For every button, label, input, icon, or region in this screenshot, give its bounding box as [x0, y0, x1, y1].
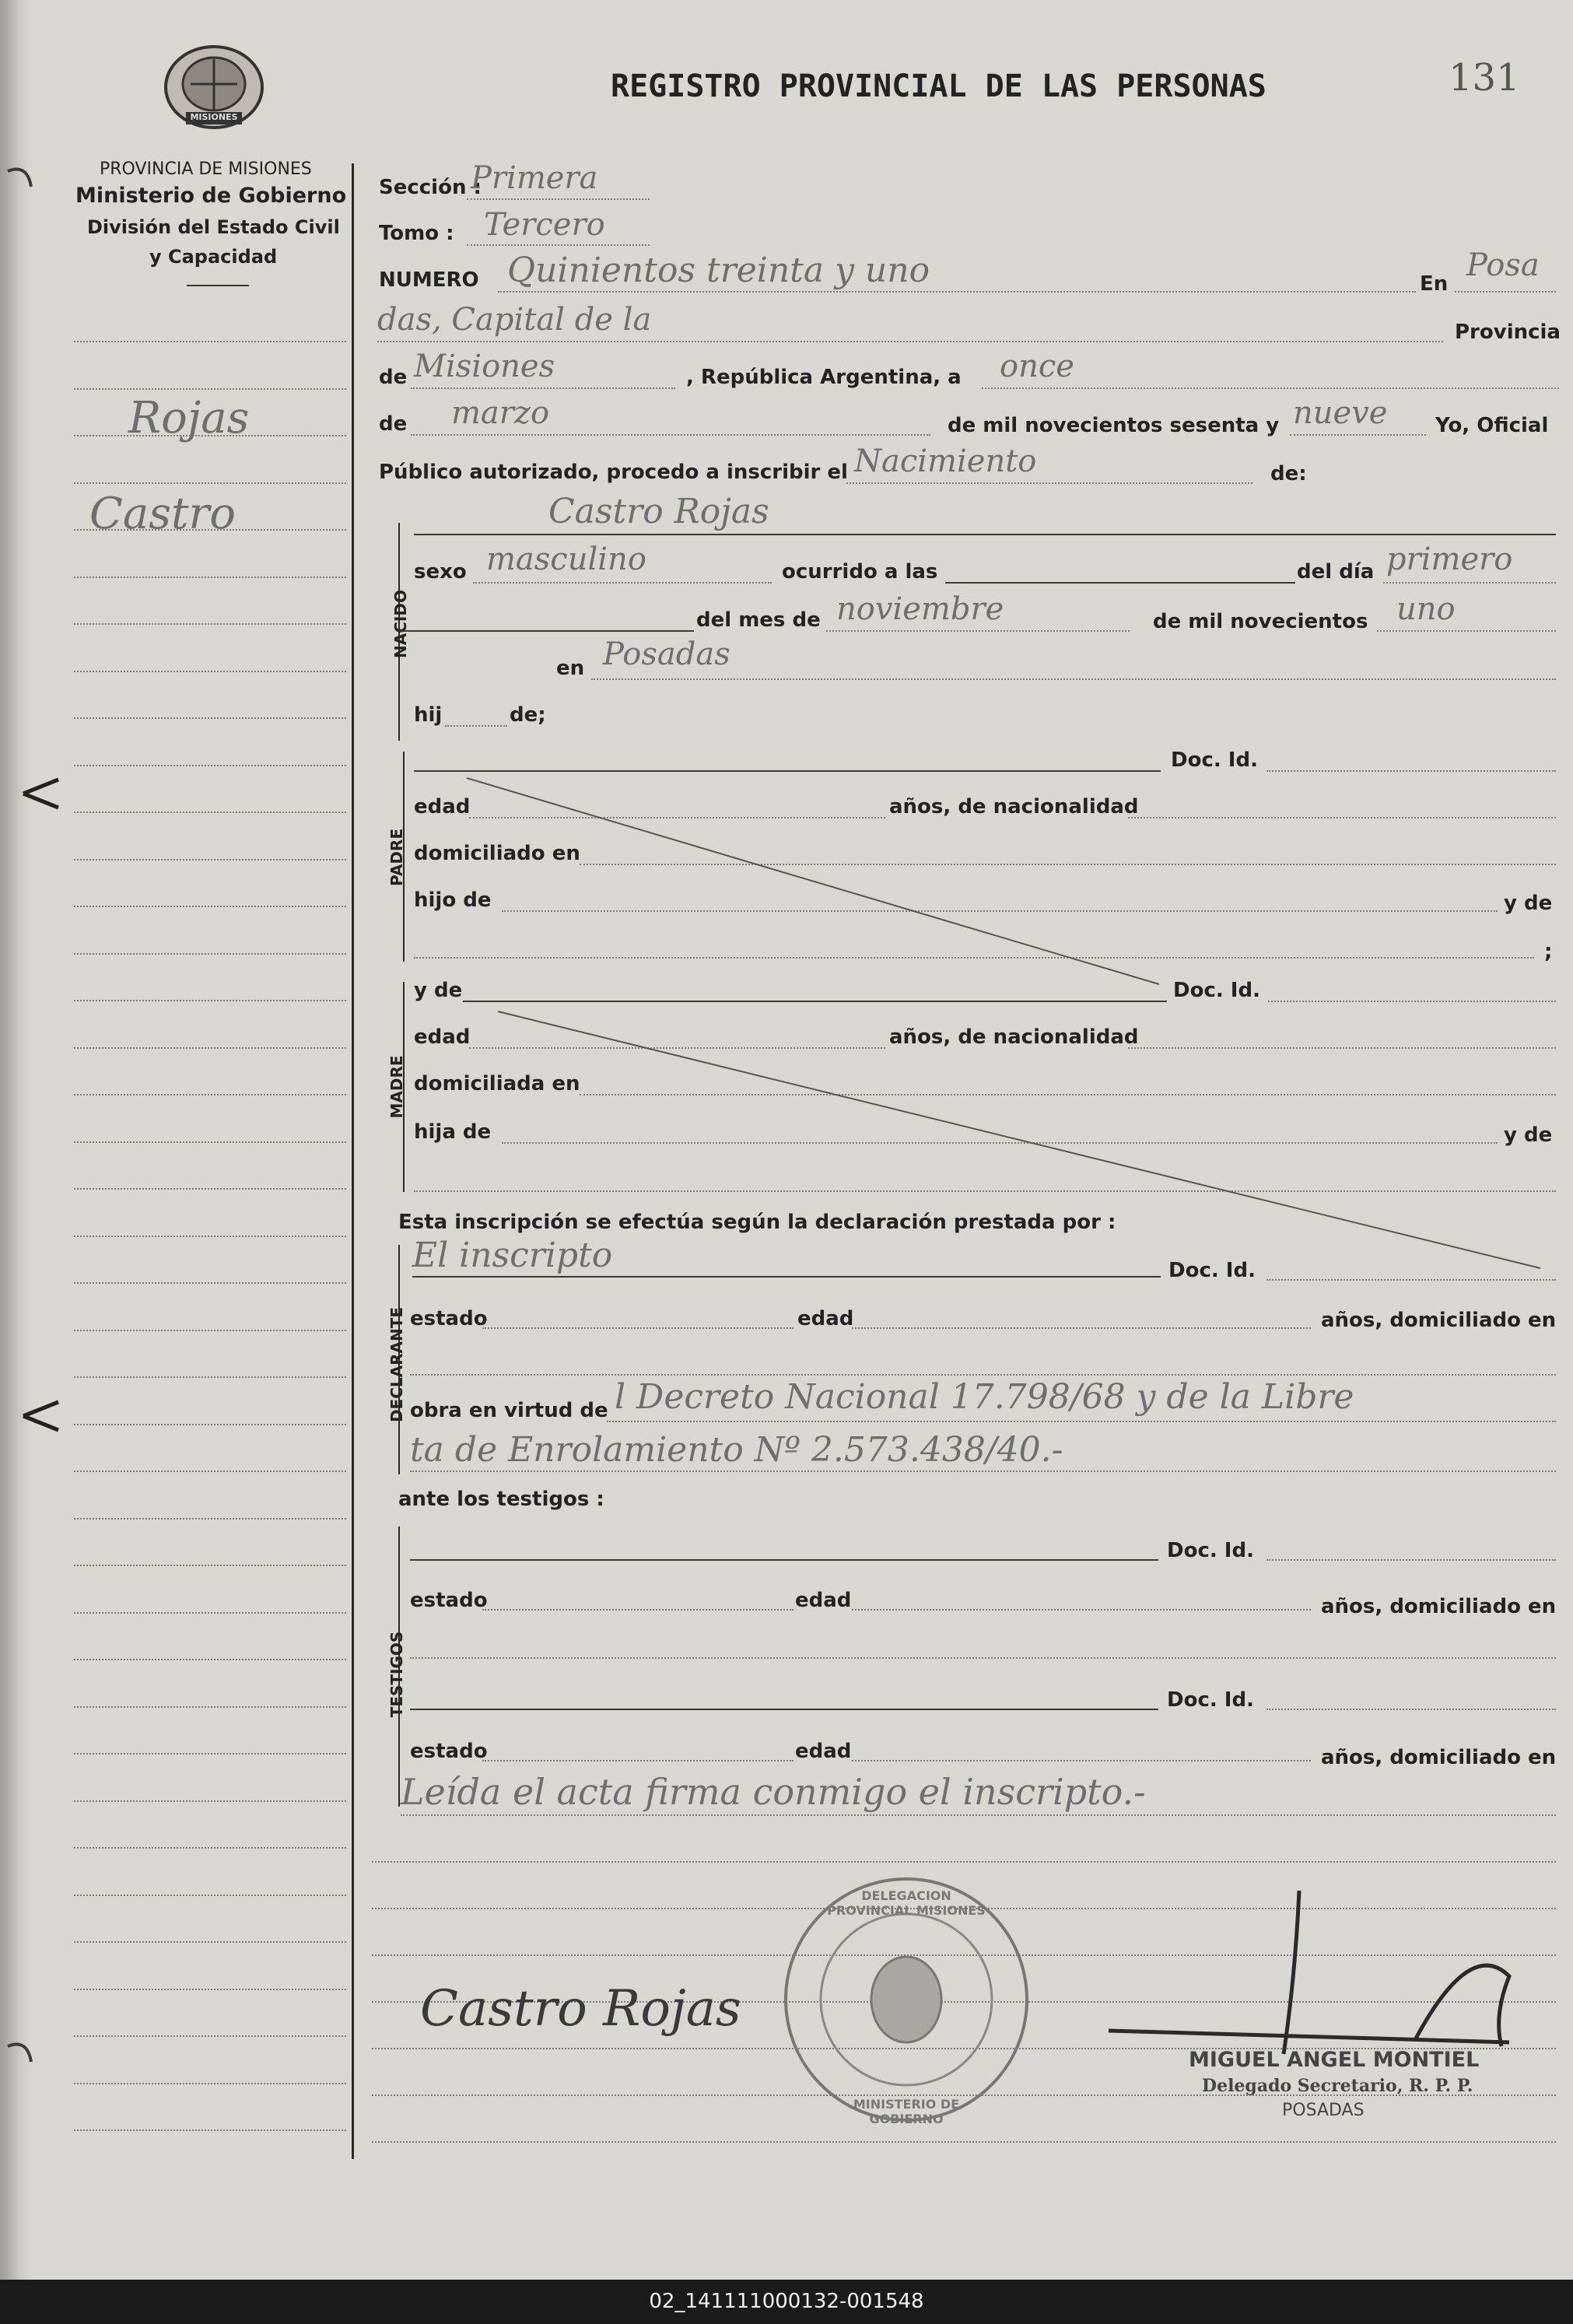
padre-domicilio-label: domiciliado en — [414, 842, 580, 865]
deldia-label: del día — [1297, 560, 1375, 584]
ocurrido-label: ocurrido a las — [782, 560, 938, 584]
issuer-ministry: Ministerio de Gobierno — [75, 184, 347, 208]
testigo1-estado-label: estado — [410, 1589, 488, 1612]
seal-label: MISIONES — [190, 112, 238, 122]
page-number: 131 — [1449, 56, 1520, 100]
anio-value: uno — [1396, 591, 1456, 627]
de-colon-label: de: — [1270, 462, 1307, 485]
en-label: En — [1420, 272, 1449, 296]
provincia-label: Provincia — [1455, 321, 1561, 344]
official-title: Delegado Secretario, R. P. P. — [1202, 2076, 1473, 2096]
declarante-obra-label: obra en virtud de — [410, 1399, 608, 1422]
madre-label: MADRE — [387, 1055, 406, 1119]
madre-yde-label: y de — [414, 979, 463, 1002]
official-stamp — [778, 1871, 1035, 2128]
testigos-intro: ante los testigos : — [398, 1488, 604, 1511]
testigo2-domicilio-label: años, domiciliado en — [1321, 1746, 1557, 1769]
de-label: de — [379, 366, 408, 389]
de-label-2: de — [379, 412, 408, 436]
padre-nacionalidad-label: años, de nacionalidad — [889, 795, 1139, 818]
madre-nacionalidad-label: años, de nacionalidad — [889, 1025, 1139, 1049]
declarante-doc-label: Doc. Id. — [1168, 1259, 1256, 1282]
closing-statement: Leída el acta firma conmigo el inscripto.- — [401, 1771, 1146, 1813]
testigo1-doc-label: Doc. Id. — [1167, 1539, 1254, 1562]
madre-domicilio-label: domiciliada en — [414, 1072, 580, 1095]
lugar-value: Posadas — [603, 636, 730, 672]
milnov-label: de mil novecientos sesenta y — [948, 414, 1280, 437]
seccion-label: Sección : — [379, 176, 482, 199]
document-title: REGISTRO PROVINCIAL DE LAS PERSONAS — [611, 68, 1266, 104]
madre-doc-label: Doc. Id. — [1173, 979, 1260, 1002]
padre-semicolon: ; — [1544, 940, 1553, 963]
city-continuation: das, Capital de la — [377, 302, 652, 338]
registrant-signature: Castro Rojas — [420, 1980, 741, 2038]
numero-value: Quinientos treinta y uno — [507, 251, 930, 290]
mes-value: noviembre — [836, 591, 1004, 627]
testigo1-edad-label: edad — [795, 1589, 852, 1612]
issuer-capacity: y Capacidad — [149, 246, 278, 268]
padre-edad-label: edad — [414, 795, 471, 818]
oficial-label: Yo, Oficial — [1435, 414, 1549, 437]
padre-doc-label: Doc. Id. — [1171, 748, 1258, 772]
en-value: Posa — [1466, 247, 1540, 283]
milnov-label-2: de mil novecientos — [1153, 610, 1368, 633]
margin-surname: Rojas — [128, 393, 250, 443]
tomo-value: Tercero — [484, 207, 605, 243]
official-signature — [1105, 1883, 1525, 2070]
tomo-label: Tomo : — [379, 222, 454, 245]
stamp-bottom-text: MINISTERIO DE GOBIERNO — [853, 2097, 960, 2126]
nacido-name: Castro Rojas — [548, 492, 769, 531]
declarante-name: El inscripto — [412, 1236, 613, 1275]
padre-yde-label: y de — [1504, 892, 1553, 915]
official-name: MIGUEL ANGEL MONTIEL — [1189, 2048, 1480, 2072]
madre-yde-label-2: y de — [1504, 1123, 1553, 1147]
madre-hija-label: hija de — [414, 1120, 492, 1144]
declarante-edad-label: edad — [797, 1307, 854, 1330]
nacido-label: NACIDO — [391, 590, 410, 658]
year-value: nueve — [1293, 395, 1388, 431]
official-city: POSADAS — [1282, 2101, 1365, 2120]
declarante-label: DECLARANTE — [387, 1306, 406, 1423]
month-value: marzo — [451, 395, 550, 431]
testigo2-doc-label: Doc. Id. — [1167, 1688, 1254, 1712]
issuer-division: División del Estado Civil — [87, 216, 340, 238]
testigo1-domicilio-label: años, domiciliado en — [1321, 1595, 1557, 1618]
sexo-value: masculino — [486, 542, 646, 577]
hij-label: hij — [414, 703, 443, 727]
declarante-obra-value-1: l Decreto Nacional 17.798/68 y de la Libre — [615, 1377, 1354, 1417]
dia-value: primero — [1386, 542, 1513, 577]
declarante-obra-value-2: ta de Enrolamiento Nº 2.573.438/40.- — [410, 1430, 1063, 1470]
declarante-intro: Esta inscripción se efectúa según la declaración prestada por : — [398, 1211, 1116, 1234]
padre-label: PADRE — [387, 829, 406, 886]
testigos-label: TESTIGOS — [387, 1631, 406, 1718]
province-value: Misiones — [414, 349, 555, 384]
issuer-province: PROVINCIA DE MISIONES — [100, 159, 312, 179]
seccion-value: Primera — [471, 160, 598, 196]
republica-label: , República Argentina, a — [686, 366, 962, 389]
hij-de-label: de; — [510, 703, 546, 727]
madre-edad-label: edad — [414, 1025, 471, 1049]
acto-value: Nacimiento — [854, 443, 1037, 479]
declarante-domicilio-label: años, domiciliado en — [1321, 1309, 1557, 1332]
delmes-label: del mes de — [696, 608, 821, 632]
en-label-2: en — [556, 657, 585, 680]
sexo-label: sexo — [414, 560, 467, 584]
numero-label: NUMERO — [379, 268, 479, 292]
file-id-caption: 02_141111000132-001548 — [0, 2280, 1573, 2324]
stamp-top-text: DELEGACION PROVINCIAL MISIONES — [827, 1888, 986, 1918]
declarante-estado-label: estado — [410, 1307, 488, 1330]
padre-hijo-label: hijo de — [414, 889, 492, 912]
day-value: once — [1000, 349, 1074, 384]
testigo2-estado-label: estado — [410, 1740, 488, 1763]
margin-given-name: Castro — [89, 489, 236, 539]
testigo2-edad-label: edad — [795, 1740, 852, 1763]
publico-label: Público autorizado, procedo a inscribir el — [379, 461, 848, 484]
